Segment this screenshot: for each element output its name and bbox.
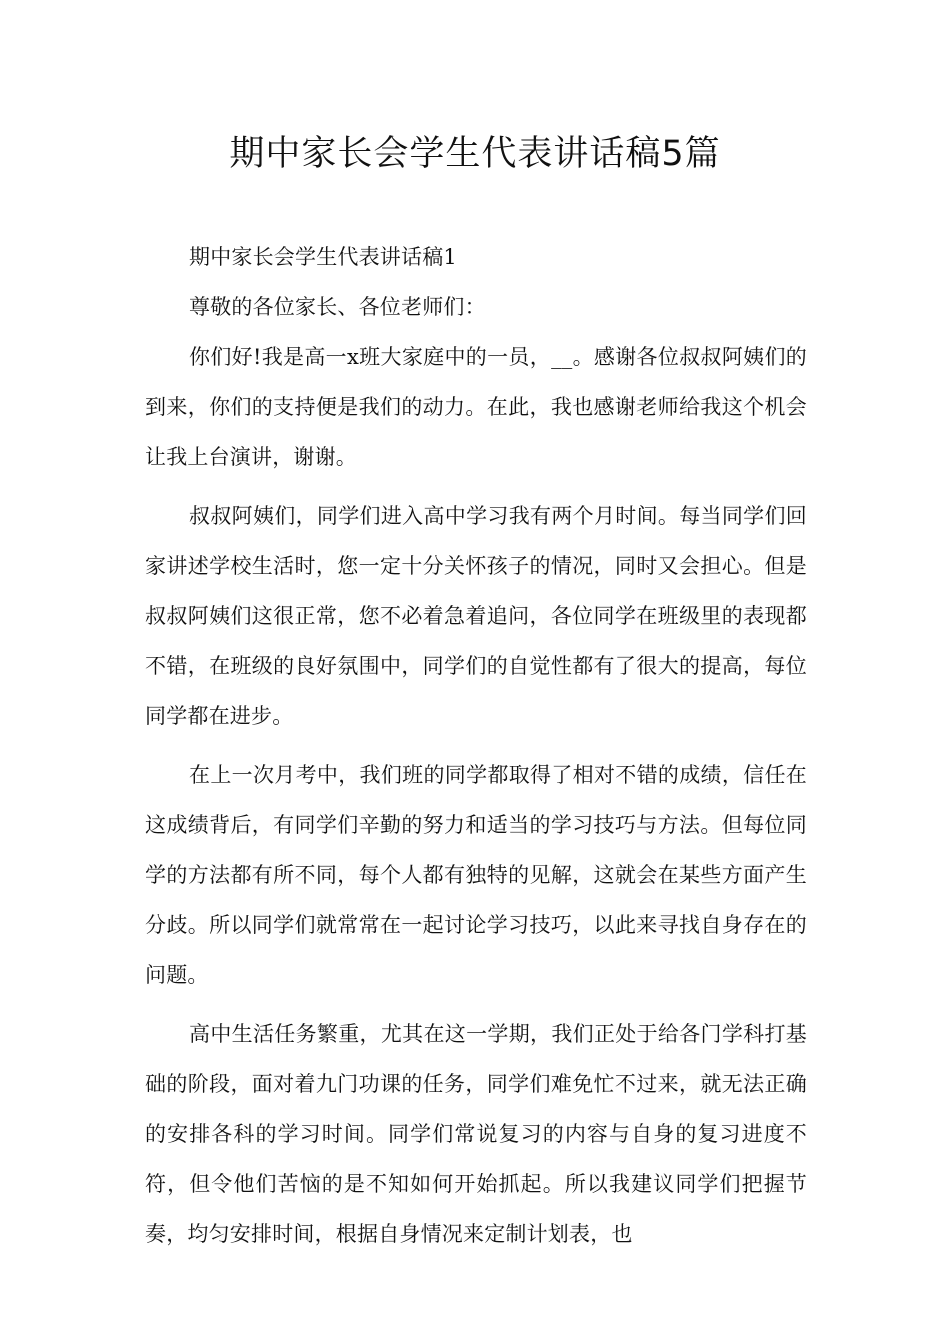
paragraph: 在上一次月考中，我们班的同学都取得了相对不错的成绩，信任在这成绩背后，有同学们辛勤的努力和适当的学习技巧与方法。但每位同学的方法都有所不同，每个人都有独特的见解，这就会在某些方面产生分歧。所以同学们就常常在一起讨论学习技巧，以此来寻找自身存在的问题。 — [145, 763, 807, 987]
paragraph: 你们好!我是高一x班大家庭中的一员，__。感谢各位叔叔阿姨们的到来，你们的支持便是我们的动力。在此，我也感谢老师给我这个机会让我上台演讲，谢谢。 — [145, 345, 807, 469]
paragraph-salutation: 尊敬的各位家长、各位老师们： — [189, 295, 486, 319]
paragraph-subtitle: 期中家长会学生代表讲话稿1 — [189, 245, 457, 269]
document-title: 期中家长会学生代表讲话稿5篇 — [229, 134, 721, 174]
document-body — [145, 232, 807, 1268]
paragraph: 高中生活任务繁重，尤其在这一学期，我们正处于给各门学科打基础的阶段，面对着九门功课的任务，同学们难免忙不过来，就无法正确的安排各科的学习时间。同学们常说复习的内容与自身的复习进度不符，但令他们苦恼的是不知如何开始抓起。所以我建议同学们把握节奏，均匀安排时间，根据自身情况来定制计划表，也 — [145, 1022, 807, 1246]
paragraph: 叔叔阿姨们，同学们进入高中学习我有两个月时间。每当同学们回家讲述学校生活时，您一定十分关怀孩子的情况，同时又会担心。但是叔叔阿姨们这很正常，您不必着急着追问，各位同学在班级里的表现都不错，在班级的良好氛围中，同学们的自觉性都有了很大的提高，每位同学都在进步。 — [145, 504, 807, 728]
